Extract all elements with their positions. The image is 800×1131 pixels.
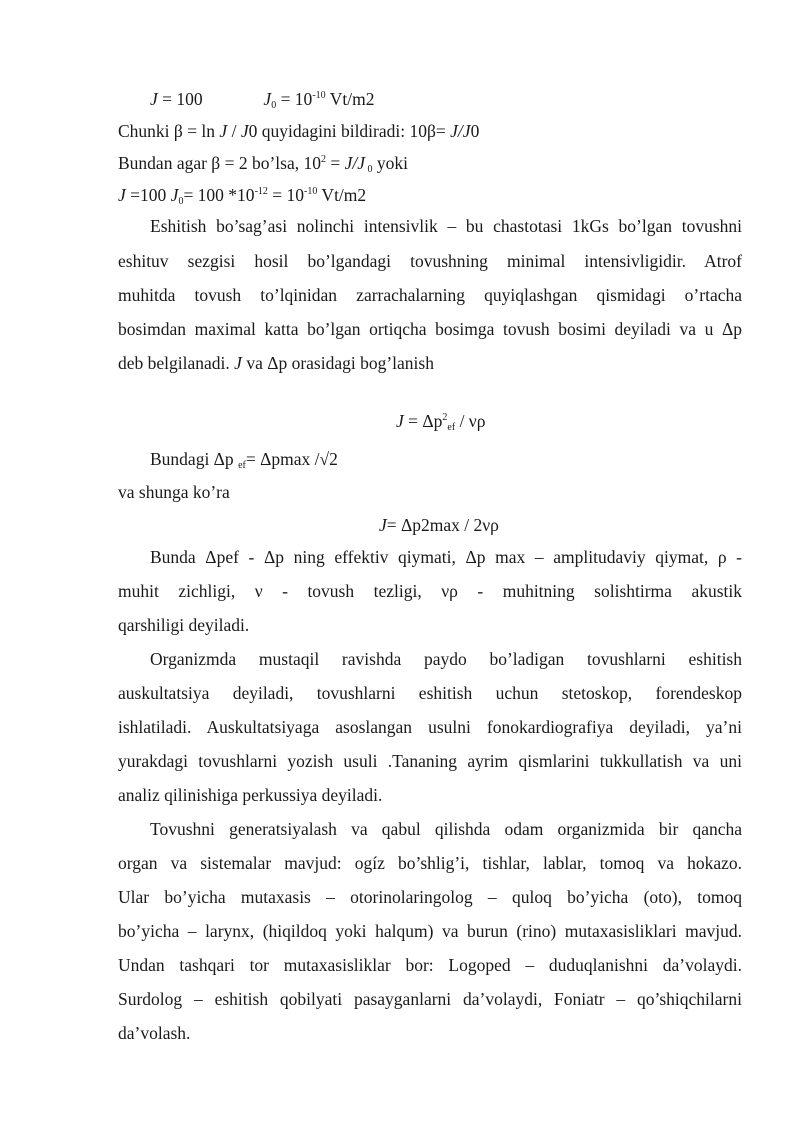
text: / νρ (455, 411, 486, 431)
symbol-j: J (219, 121, 228, 141)
ratio: J/J (450, 121, 471, 141)
exponent: -10 (312, 90, 326, 101)
paragraph-1-line-1: Eshitish bo’sag’asi nolinchi intensivlik – bu chastotasi 1kGs bo’lgan tovushni (150, 216, 742, 236)
paragraph-4-line-5: Undan tashqari tor mutaxasisliklar bor: Logoped – duduqlanishni da’volaydi. (118, 955, 742, 975)
paragraph-4-line-3: Ular bo’yicha mutaxasis – otorinolaringolog – quloq bo’yicha (oto), tomoq (118, 887, 742, 907)
equation-line-2 (118, 120, 479, 142)
paragraph-4-line-2: organ va sistemalar mavjud: ogíz bo’shlig’i, tishlar, lablar, tomoq va hokazo. (118, 853, 742, 873)
equation-line-4 (118, 184, 366, 206)
paragraph-4-line-1: Tovushni generatsiyalash va qabul qilishda odam organizmida bir qancha (150, 819, 742, 839)
bundagi-line (150, 448, 338, 470)
text: = 100 *10 (183, 185, 255, 205)
symbol-j: J (379, 515, 387, 535)
text: yoki (372, 153, 408, 173)
exponent: 2 (442, 412, 448, 423)
shunga-line: va shunga ko’ra (118, 482, 230, 502)
paragraph-4-line-4: bo’yicha – larynx, (hiqildoq yoki halqum) va burun (rino) mutaxasisliklari mavjud. (118, 921, 742, 941)
unit: Vt/m2 (317, 185, 367, 205)
equation-line-3 (118, 152, 408, 174)
subscript: ef (447, 422, 456, 433)
text: va Δp orasidagi bog’lanish (241, 353, 434, 373)
subscript: 0 (271, 100, 277, 111)
symbol-j: J (118, 185, 126, 205)
text: = 10 (267, 185, 305, 205)
formula-2 (379, 514, 499, 536)
text: = Δp (403, 411, 443, 431)
symbol-j: J (150, 89, 158, 109)
paragraph-2-line-3: qarshiligi deyiladi. (118, 615, 250, 635)
symbol-j: J (240, 121, 249, 141)
symbol-j0: J (263, 89, 272, 109)
text: = (325, 153, 345, 173)
text: Bundan agar β = 2 bo’lsa, 10 (118, 153, 321, 173)
formula-1 (396, 410, 485, 432)
paragraph-2-line-2: muhit zichligi, ν - tovush tezligi, νρ - muhitning solishtirma akustik (118, 581, 742, 601)
paragraph-1-line-3: muhitda tovush to’lqinidan zarrachalarning quyiqlashgan qismidagi o’rtacha (118, 285, 742, 305)
text: = Δpmax /√2 (245, 449, 338, 469)
paragraph-3-line-1: Organizmda mustaqil ravishda paydo bo’ladigan tovushlarni eshitish (150, 649, 742, 669)
paragraph-3-line-2: auskultatsiya deyiladi, tovushlarni eshitish uchun stetoskop, forendeskop (118, 683, 742, 703)
paragraph-3-line-4: yurakdagi tovushlarni yozish usuli .Tananing ayrim qismlarini tukkullatish va uni (118, 751, 742, 771)
subscript: 0 (178, 196, 184, 207)
paragraph-4-line-6: Surdolog – eshitish qobilyati pasayganlarni da’volaydi, Foniatr – qo’shiqchilarni (118, 989, 742, 1009)
subscript: ef (238, 460, 246, 471)
exponent: 2 (320, 154, 326, 165)
text: Chunki β = ln (118, 121, 220, 141)
text: deb belgilanadi. (118, 353, 235, 373)
text: / (227, 121, 241, 141)
text: =100 (125, 185, 171, 205)
paragraph-4-line-7: da’volash. (118, 1023, 191, 1043)
text: 0 quyidagini bildiradi: 10β= (248, 121, 451, 141)
equation-line-1 (150, 88, 374, 110)
text: 0 (470, 121, 480, 141)
unit: Vt/m2 (325, 89, 375, 109)
paragraph-3-line-5: analiz qilinishiga perkussiya deyiladi. (118, 785, 383, 805)
paragraph-1-line-4: bosimdan maximal katta bo’lgan ortiqcha bosimga tovush bosimi deyiladi va u Δp (118, 319, 742, 339)
paragraph-1-line-5 (118, 352, 434, 374)
text: = 100 (157, 89, 203, 109)
text: = 10 (276, 89, 313, 109)
symbol-j: J (234, 353, 242, 373)
paragraph-2-line-1: Bunda Δpef - Δp ning effektiv qiymati, Δp max – amplitudaviy qiymat, ρ - (150, 547, 742, 567)
ratio: J/J (344, 153, 365, 173)
symbol-j0: J (170, 185, 179, 205)
exponent: -10 (304, 186, 318, 197)
subscript: 0 (365, 164, 373, 175)
text: = Δp2max / 2νρ (386, 515, 499, 535)
paragraph-3-line-3: ishlatiladi. Auskultatsiyaga asoslangan usulni fonokardiografiya deyiladi, ya’ni (118, 717, 742, 737)
text: Bundagi Δp (150, 449, 239, 469)
symbol-j: J (396, 411, 404, 431)
paragraph-1-line-2: eshituv sezgisi hosil bo’lgandagi tovushning minimal intensivligidir. Atrof (118, 251, 742, 271)
exponent: -12 (254, 186, 268, 197)
